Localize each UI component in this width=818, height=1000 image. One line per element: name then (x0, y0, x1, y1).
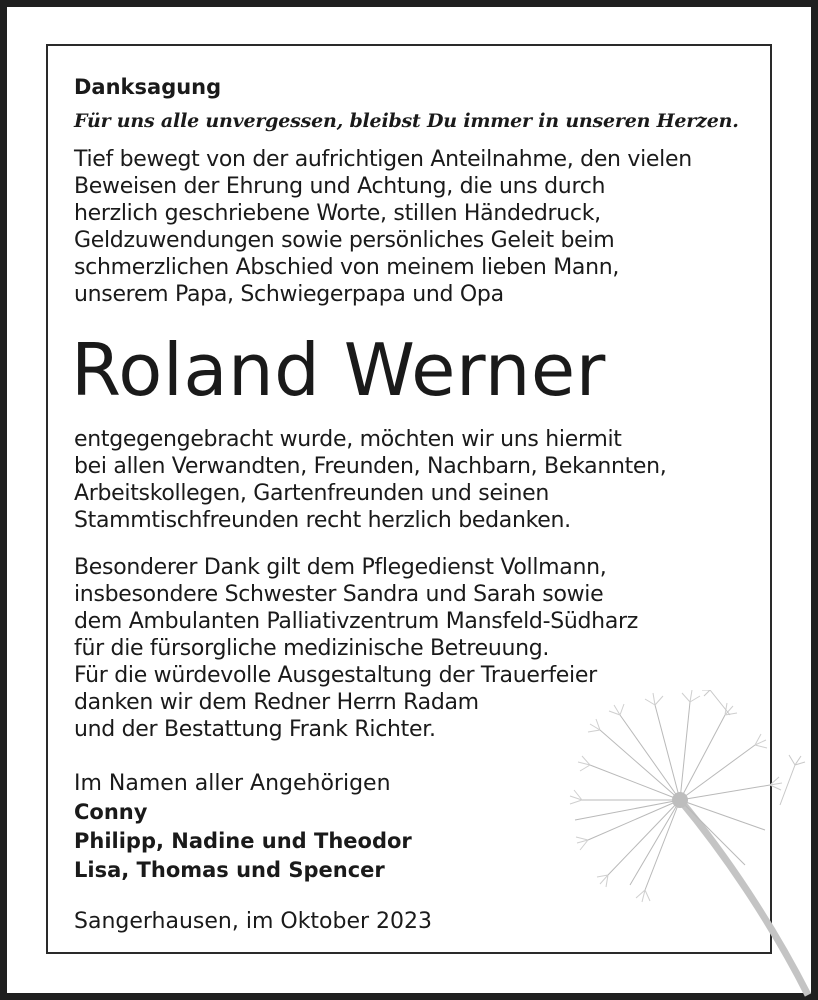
text-line: dem Ambulanten Palliativzentrum Mansfeld-Südharz (74, 609, 639, 634)
text-line: Tief bewegt von der aufrichtigen Anteilnahme, den vielen (74, 147, 692, 172)
text-line: Beweisen der Ehrung und Achtung, die uns durch (74, 174, 606, 199)
paragraph-thanks (74, 426, 764, 534)
text-line: für die fürsorgliche medizinische Betreuung. (74, 636, 550, 661)
paragraph-condolence (74, 146, 764, 308)
text-line: insbesondere Schwester Sandra und Sarah sowie (74, 582, 604, 607)
paragraph-special-thanks (74, 554, 764, 743)
text-line: unserem Papa, Schwiegerpapa und Opa (74, 282, 504, 307)
text-line: Besonderer Dank gilt dem Pflegedienst Vollmann, (74, 555, 607, 580)
text-line: danken wir dem Redner Herrn Radam (74, 690, 479, 715)
motto: Für uns alle unvergessen, bleibst Du immer in unseren Herzen. (74, 110, 739, 132)
place-date: Sangerhausen, im Oktober 2023 (74, 909, 433, 934)
heading: Danksagung (74, 75, 222, 99)
signature-name: Philipp, Nadine und Theodor (74, 829, 412, 853)
text-line: entgegengebracht wurde, möchten wir uns hiermit (74, 427, 622, 452)
text-line: Für die würdevolle Ausgestaltung der Trauerfeier (74, 663, 597, 688)
signature-name: Conny (74, 800, 148, 824)
text-line: bei allen Verwandten, Freunden, Nachbarn, Bekannten, (74, 454, 667, 479)
text-line: und der Bestattung Frank Richter. (74, 717, 436, 742)
text-line: schmerzlichen Abschied von meinem lieben Mann, (74, 255, 620, 280)
deceased-name: Roland Werner (71, 328, 606, 412)
text-line: herzlich geschriebene Worte, stillen Händedruck, (74, 201, 601, 226)
text-line: Arbeitskollegen, Gartenfreunden und seinen (74, 481, 550, 506)
text-line: Stammtischfreunden recht herzlich bedanken. (74, 508, 571, 533)
signature-name: Lisa, Thomas und Spencer (74, 858, 385, 882)
text-line: Geldzuwendungen sowie persönliches Geleit beim (74, 228, 615, 253)
content (71, 72, 764, 936)
signature-intro: Im Namen aller Angehörigen (74, 771, 391, 796)
